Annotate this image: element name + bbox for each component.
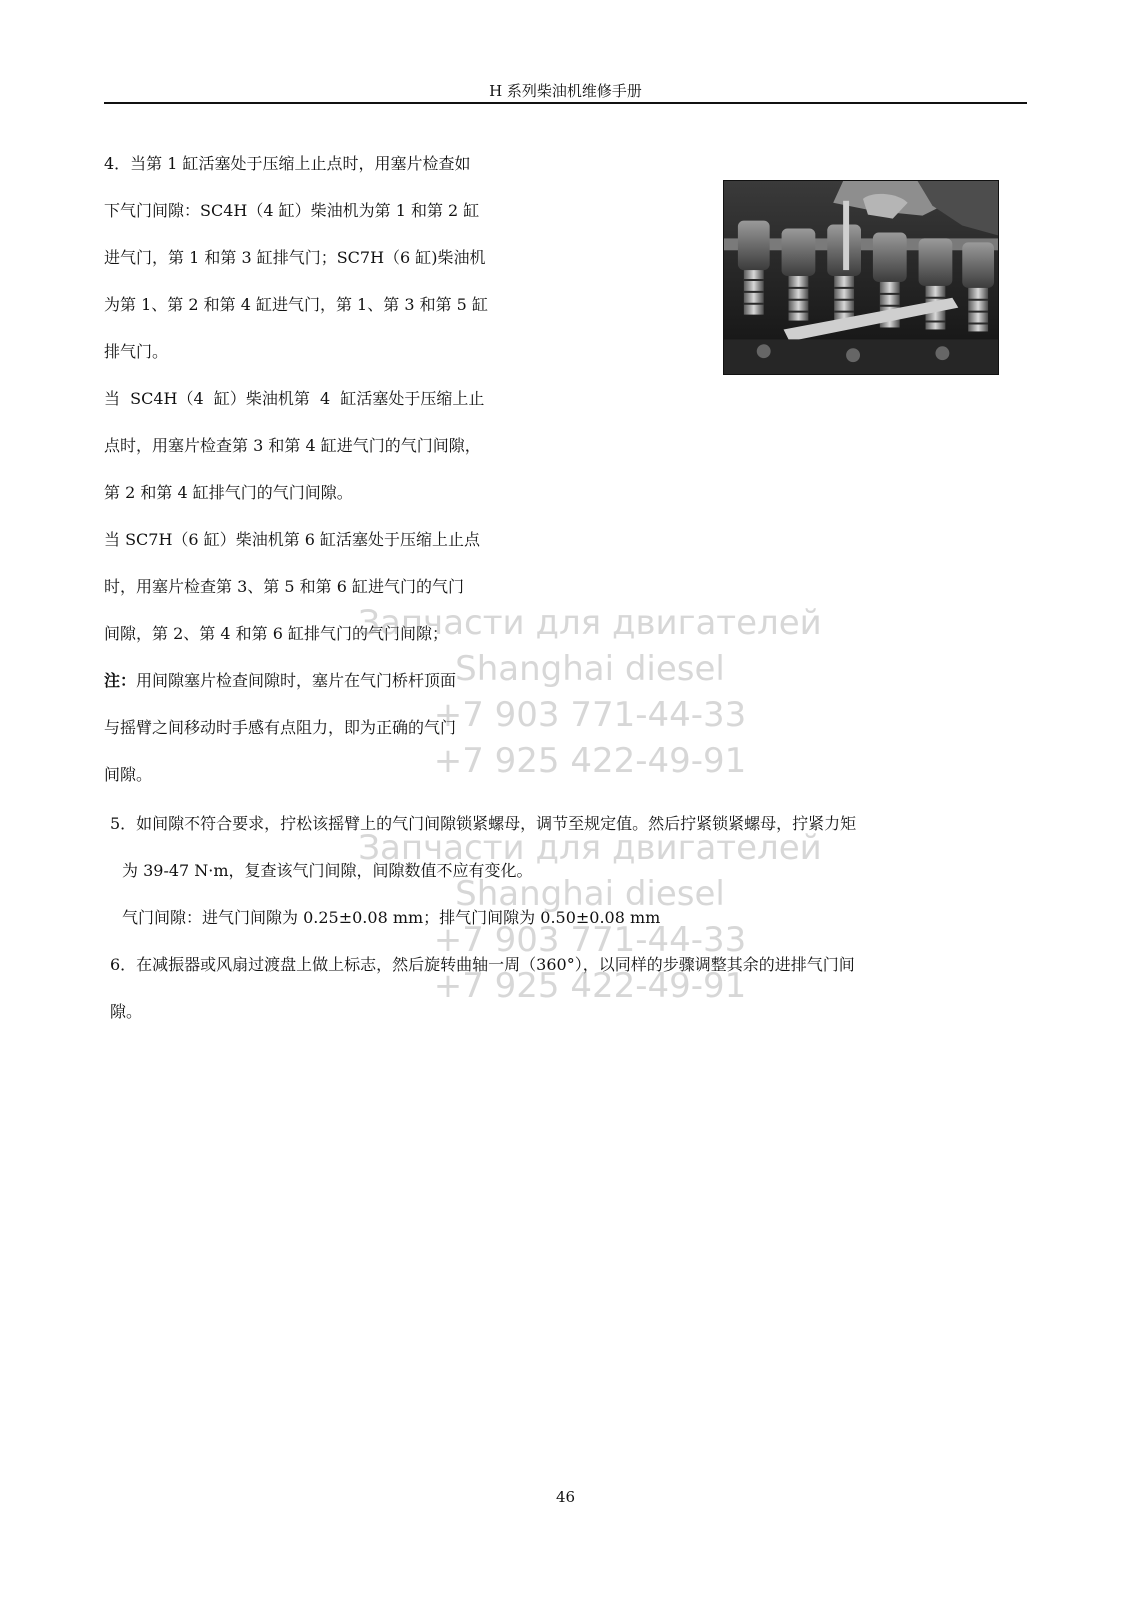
note-line-3: 间隙。 bbox=[104, 765, 153, 784]
note-line-2: 与摇臂之间移动时手感有点阻力，即为正确的气门 bbox=[104, 718, 457, 737]
header-divider bbox=[104, 102, 1027, 104]
step-4-line-1: 4．当第 1 缸活塞处于压缩上止点时，用塞片检查如 bbox=[104, 154, 471, 173]
step-4-line-2: 下气门间隙：SC4H（4 缸）柴油机为第 1 和第 2 缸 bbox=[104, 201, 480, 220]
step-6-line-1: 6．在减振器或风扇过渡盘上做上标志，然后旋转曲轴一周（360°），以同样的步骤调整其余的进排气门间 bbox=[110, 955, 855, 974]
sc4h-line-3: 第 2 和第 4 缸排气门的气门间隙。 bbox=[104, 483, 353, 502]
step-6-line-2: 隙。 bbox=[110, 1002, 143, 1021]
step-5-line-2: 为 39-47 N·m，复查该气门间隙，间隙数值不应有变化。 bbox=[122, 861, 533, 880]
note-label: 注： bbox=[104, 671, 137, 690]
step-4-line-4: 为第 1、第 2 和第 4 缸进气门，第 1、第 3 和第 5 缸 bbox=[104, 295, 488, 314]
watermark-line-3: +7 903 771-44-33 bbox=[433, 695, 747, 735]
watermark-line-1: Запчасти для двигателей bbox=[358, 828, 822, 868]
note-text: 用间隙塞片检查间隙时，塞片在气门桥杆顶面 bbox=[136, 671, 457, 690]
step-4-line-3: 进气门，第 1 和第 3 缸排气门；SC7H（6 缸)柴油机 bbox=[104, 248, 486, 267]
valve-clearance-photo bbox=[723, 180, 999, 375]
watermark-line-3: +7 903 771-44-33 bbox=[433, 920, 747, 960]
sc4h-line-1: 当 SC4H（4 缸）柴油机第 4 缸活塞处于压缩上止 bbox=[104, 389, 485, 408]
page-header-title: H 系列柴油机维修手册 bbox=[489, 82, 642, 100]
page-number: 46 bbox=[555, 1488, 576, 1506]
watermark-line-2: Shanghai diesel bbox=[455, 649, 725, 689]
engine-valve-train-illustration bbox=[724, 181, 998, 374]
watermark-line-1: Запчасти для двигателей bbox=[358, 603, 822, 643]
step-4-line-5: 排气门。 bbox=[104, 342, 169, 361]
sc7h-line-1: 当 SC7H（6 缸）柴油机第 6 缸活塞处于压缩上止点 bbox=[104, 530, 481, 549]
watermark-line-2: Shanghai diesel bbox=[455, 874, 725, 914]
sc7h-line-2: 时，用塞片检查第 3、第 5 和第 6 缸进气门的气门 bbox=[104, 577, 464, 596]
watermark-line-4: +7 925 422-49-91 bbox=[433, 741, 747, 781]
sc7h-line-3: 间隙，第 2、第 4 和第 6 缸排气门的气门间隙； bbox=[104, 624, 448, 643]
step-5-line-1: 5．如间隙不符合要求，拧松该摇臂上的气门间隙锁紧螺母，调节至规定值。然后拧紧锁紧螺母，拧紧力矩 bbox=[110, 814, 857, 833]
watermark-line-4: +7 925 422-49-91 bbox=[433, 966, 747, 1006]
valve-clearance-spec: 气门间隙：进气门间隙为 0.25±0.08 mm；排气门间隙为 0.50±0.08 mm bbox=[122, 908, 661, 927]
sc4h-line-2: 点时，用塞片检查第 3 和第 4 缸进气门的气门间隙， bbox=[104, 436, 481, 455]
note-line-1 bbox=[104, 657, 554, 704]
